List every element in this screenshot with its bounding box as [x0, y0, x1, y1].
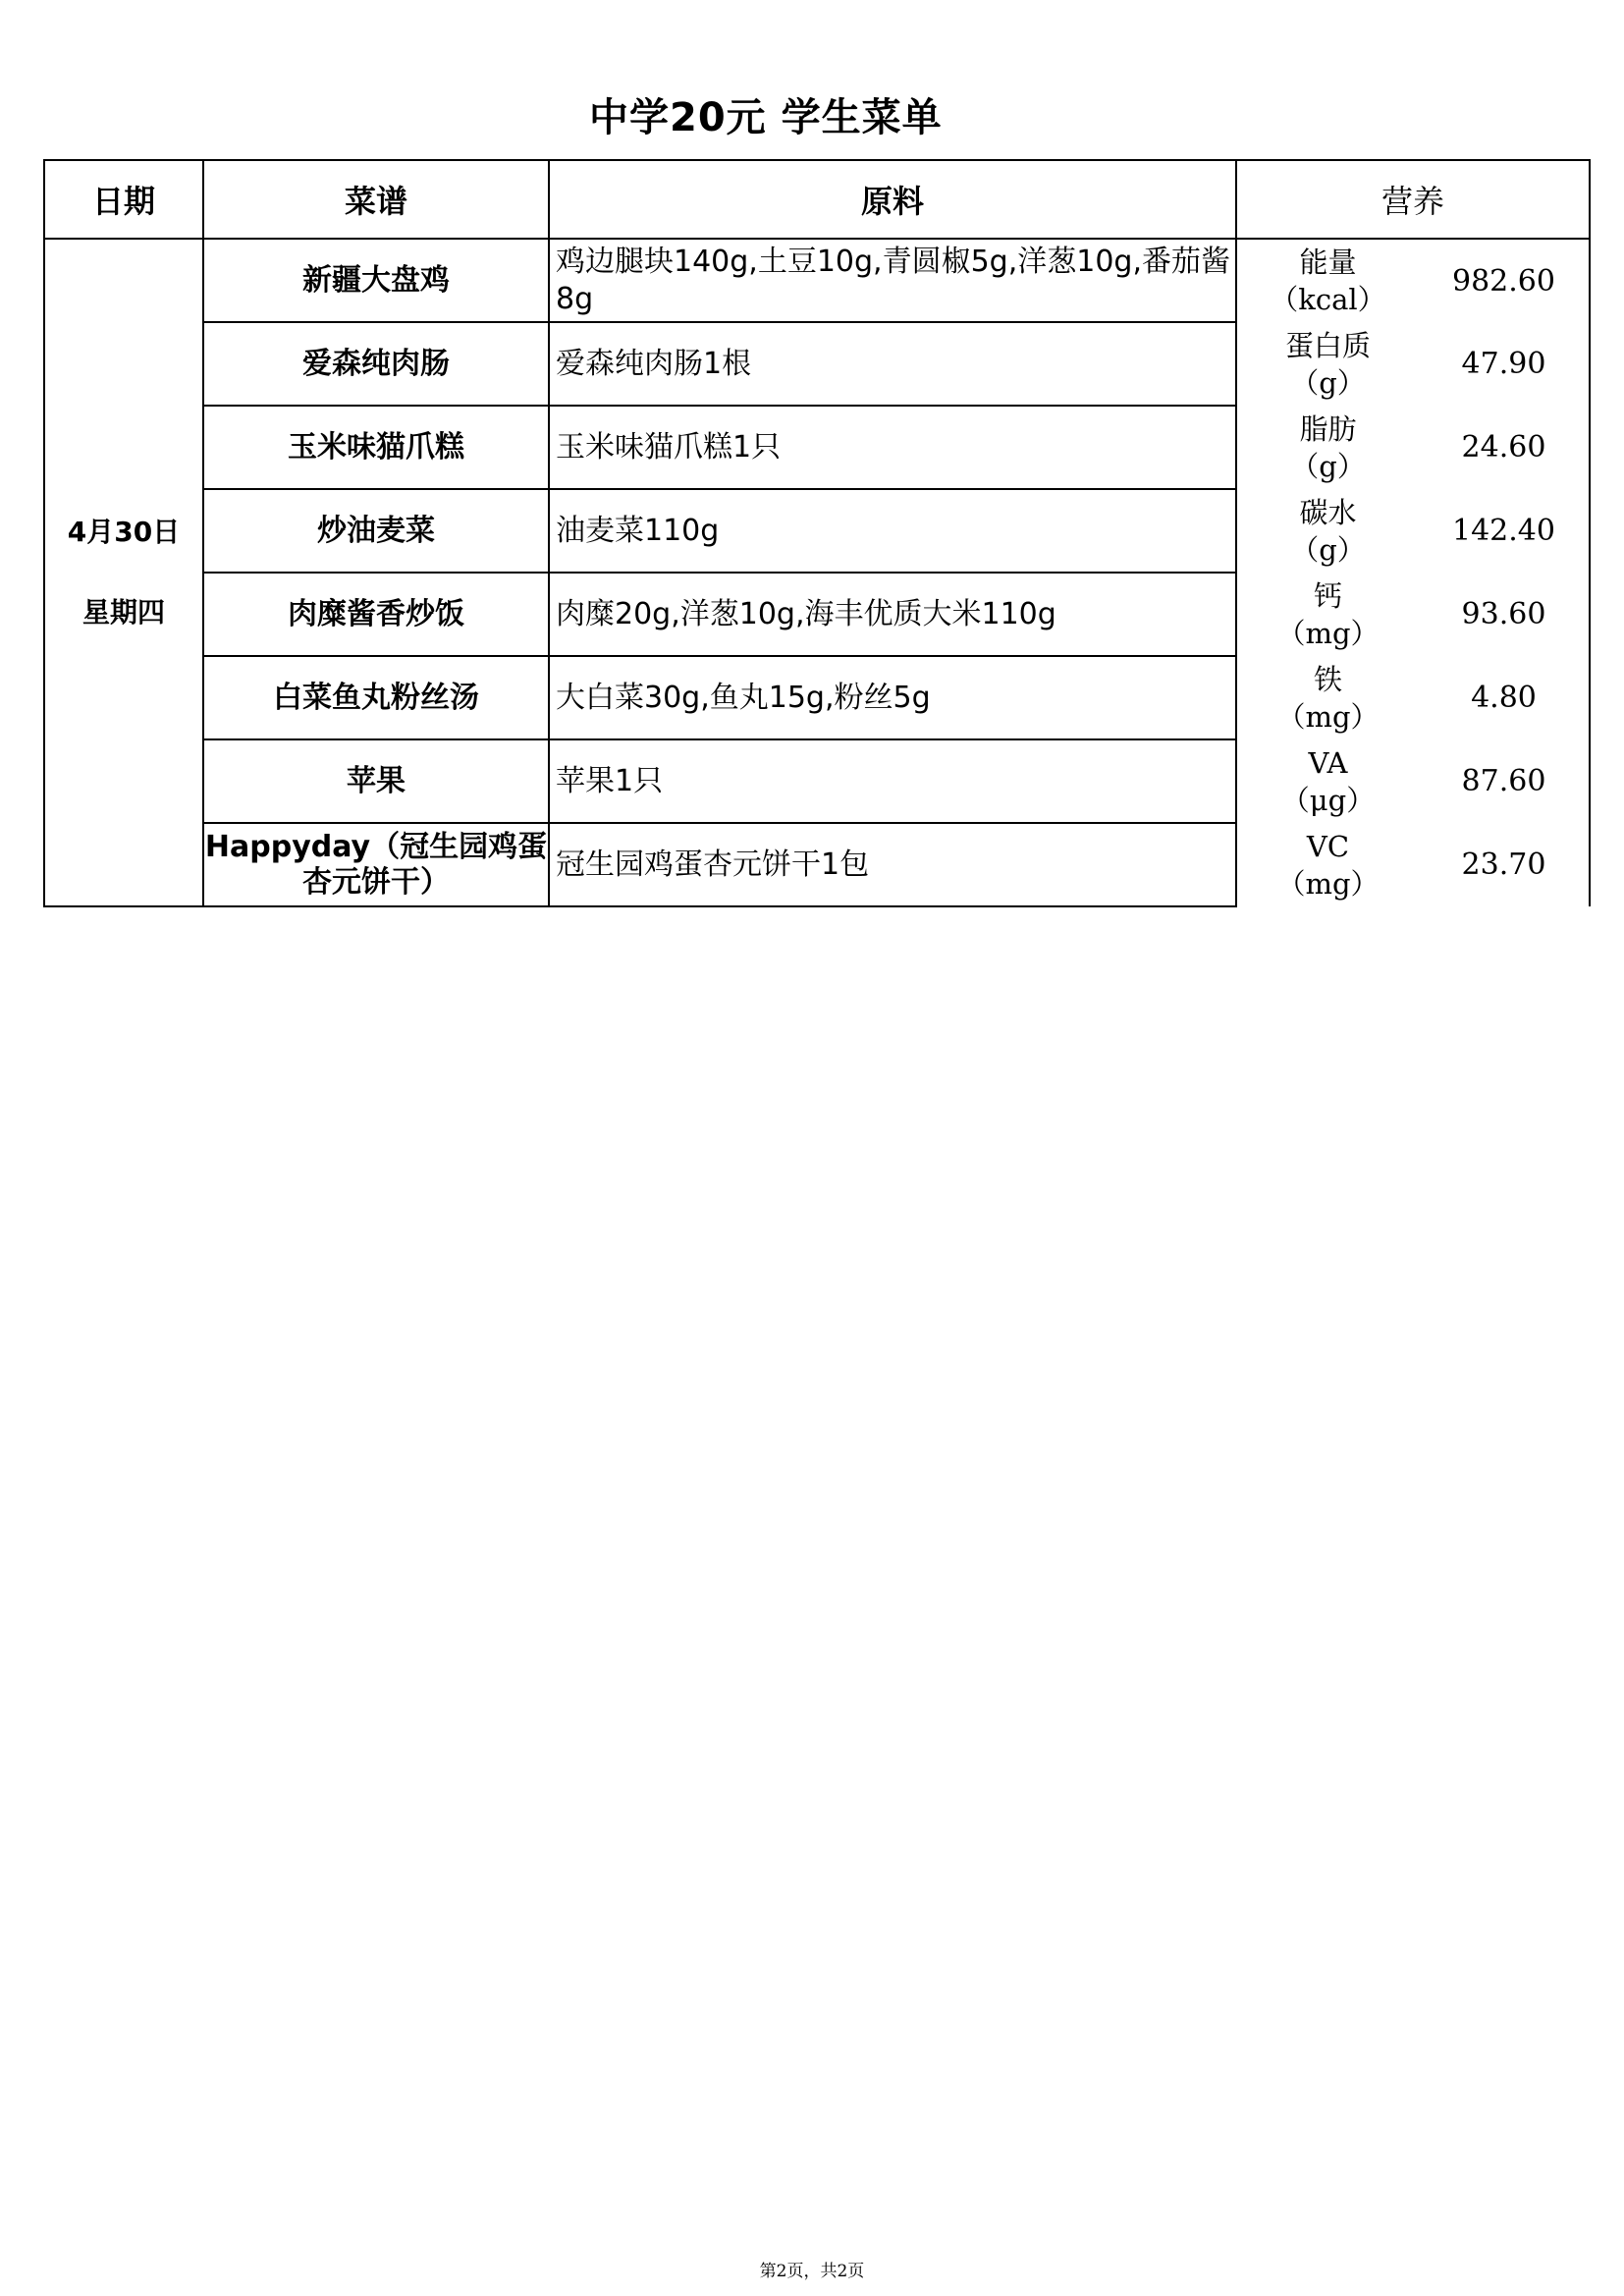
date-header: 日期: [44, 160, 203, 239]
nutrient-unit: （g）: [1290, 449, 1366, 483]
date-day: 4月30日: [67, 516, 181, 548]
table-row: [44, 489, 1590, 573]
dish-name: 苹果: [203, 739, 549, 823]
nutrient-unit: （g）: [1290, 532, 1366, 567]
nutrient-value: 982.60: [1419, 239, 1590, 322]
table-row: [44, 406, 1590, 489]
nutrient-unit: （g）: [1290, 365, 1366, 400]
nutrient-value: 24.60: [1419, 406, 1590, 489]
dish-ingredients: 肉糜20g,洋葱10g,海丰优质大米110g: [549, 573, 1236, 656]
table-row: [44, 656, 1590, 739]
nutrient-label: [1236, 823, 1419, 906]
nutrient-label: [1236, 239, 1419, 322]
dish-name: Happyday（冠生园鸡蛋杏元饼干）: [203, 823, 549, 906]
dish-name: 玉米味猫爪糕: [203, 406, 549, 489]
nutrient-label: [1236, 322, 1419, 406]
header-row: [44, 160, 1590, 239]
nutrient-value: 47.90: [1419, 322, 1590, 406]
nutrient-label: [1236, 656, 1419, 739]
page-title: 中学20元 学生菜单: [589, 95, 943, 140]
table-row: [44, 823, 1590, 906]
dish-name: 白菜鱼丸粉丝汤: [203, 656, 549, 739]
nutrient-name: VC: [1306, 829, 1350, 863]
nutrient-unit: （kcal）: [1270, 283, 1386, 316]
ingredients-header: 原料: [549, 160, 1236, 239]
date-weekday: 星期四: [81, 596, 165, 629]
dish-name: 新疆大盘鸡: [203, 239, 549, 322]
nutrient-label: [1236, 573, 1419, 656]
nutrient-name: 碳水: [1299, 495, 1357, 529]
dish-ingredients: 玉米味猫爪糕1只: [549, 406, 1236, 489]
table-row: [44, 239, 1590, 322]
nutrient-unit: （μg）: [1280, 783, 1376, 817]
dish-name: 爱森纯肉肠: [203, 322, 549, 406]
nutrient-name: VA: [1308, 745, 1348, 780]
dish-name: 肉糜酱香炒饭: [203, 573, 549, 656]
nutrient-unit: （mg）: [1276, 699, 1380, 734]
nutrient-name: 能量: [1299, 246, 1357, 279]
dish-ingredients: 冠生园鸡蛋杏元饼干1包: [549, 823, 1236, 906]
nutrient-name: 铁: [1313, 662, 1342, 696]
menu-body: [44, 239, 1590, 906]
dish-header: 菜谱: [203, 160, 549, 239]
date-cell: [44, 239, 203, 906]
nutrient-value: 4.80: [1419, 656, 1590, 739]
dish-ingredients: 油麦菜110g: [549, 489, 1236, 573]
dish-ingredients: 大白菜30g,鱼丸15g,粉丝5g: [549, 656, 1236, 739]
nutrient-name: 钙: [1313, 578, 1342, 613]
nutrient-label: [1236, 489, 1419, 573]
dish-ingredients: 鸡边腿块140g,土豆10g,青圆椒5g,洋葱10g,番茄酱8g: [549, 239, 1236, 322]
table-row: [44, 573, 1590, 656]
dish-ingredients: 苹果1只: [549, 739, 1236, 823]
table-row: [44, 739, 1590, 823]
dish-ingredients: 爱森纯肉肠1根: [549, 322, 1236, 406]
nutrient-name: 脂肪: [1299, 411, 1357, 446]
menu-table: [43, 159, 1591, 907]
nutrition-header: 营养: [1236, 160, 1590, 239]
nutrient-value: 23.70: [1419, 823, 1590, 906]
nutrient-unit: （mg）: [1276, 616, 1380, 650]
nutrient-label: [1236, 739, 1419, 823]
nutrient-label: [1236, 406, 1419, 489]
nutrient-unit: （mg）: [1276, 866, 1380, 901]
nutrient-name: 蛋白质: [1284, 328, 1371, 362]
dish-name: 炒油麦菜: [203, 489, 549, 573]
nutrient-value: 142.40: [1419, 489, 1590, 573]
nutrient-value: 93.60: [1419, 573, 1590, 656]
table-row: [44, 322, 1590, 406]
page-footer: 第2页，共2页: [759, 2262, 865, 2281]
nutrient-value: 87.60: [1419, 739, 1590, 823]
